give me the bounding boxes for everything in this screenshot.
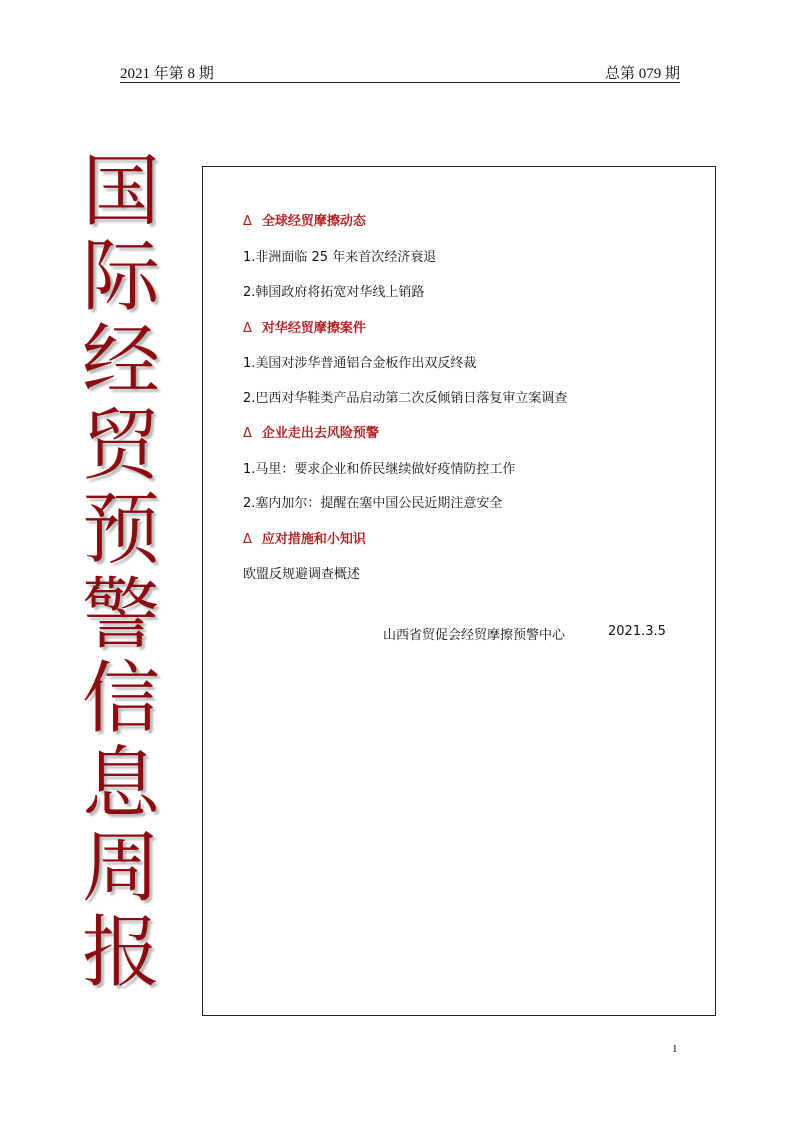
vertical-title: [66, 147, 176, 998]
title-char: 国: [81, 147, 160, 237]
contents-item: 1.非洲面临 25 年来首次经济衰退: [243, 250, 437, 265]
contents-item: 2.巴西对华鞋类产品启动第二次反倾销日落复审立案调查: [243, 391, 568, 406]
title-char: 警: [81, 569, 160, 660]
publish-date: 2021.3.5: [608, 624, 666, 639]
section-title: 企业走出去风险预警: [261, 426, 379, 441]
section-title: 全球经贸摩擦动态: [261, 214, 366, 229]
page-header: [120, 58, 680, 83]
title-char: 息: [81, 738, 160, 829]
title-char: 周: [81, 823, 160, 913]
contents-item: 2.塞内加尔：提醒在塞中国公民近期注意安全: [243, 496, 503, 511]
section-heading: [243, 528, 366, 547]
contents-item: 欧盟反规避调查概述: [243, 567, 361, 582]
triangle-icon: Δ: [243, 532, 252, 547]
section-heading: [243, 317, 366, 336]
title-char: 预: [81, 485, 160, 575]
title-char: 信: [81, 654, 160, 744]
title-char: 经: [81, 316, 160, 406]
contents-item: 2.韩国政府将拓宽对华线上销路: [243, 285, 425, 300]
section-title: 对华经贸摩擦案件: [261, 321, 366, 336]
title-char: 报: [81, 907, 160, 998]
triangle-icon: Δ: [243, 214, 252, 229]
section-heading: [243, 422, 379, 441]
triangle-icon: Δ: [243, 321, 252, 336]
section-heading: [243, 210, 366, 229]
contents-item: 1.马里：要求企业和侨民继续做好疫情防控工作: [243, 462, 516, 477]
title-char: 际: [81, 231, 160, 322]
triangle-icon: Δ: [243, 426, 252, 441]
issue-number: 2021 年第 8 期: [120, 66, 214, 82]
page-number: 1: [672, 1043, 678, 1055]
contents-item: 1.美国对涉华普通铝合金板作出双反终裁: [243, 356, 477, 371]
contents-box: [202, 166, 716, 1016]
title-char: 贸: [81, 400, 160, 491]
section-title: 应对措施和小知识: [261, 532, 366, 547]
publisher-org: 山西省贸促会经贸摩擦预警中心: [383, 628, 566, 643]
total-issue-number: 总第 079 期: [604, 66, 680, 82]
